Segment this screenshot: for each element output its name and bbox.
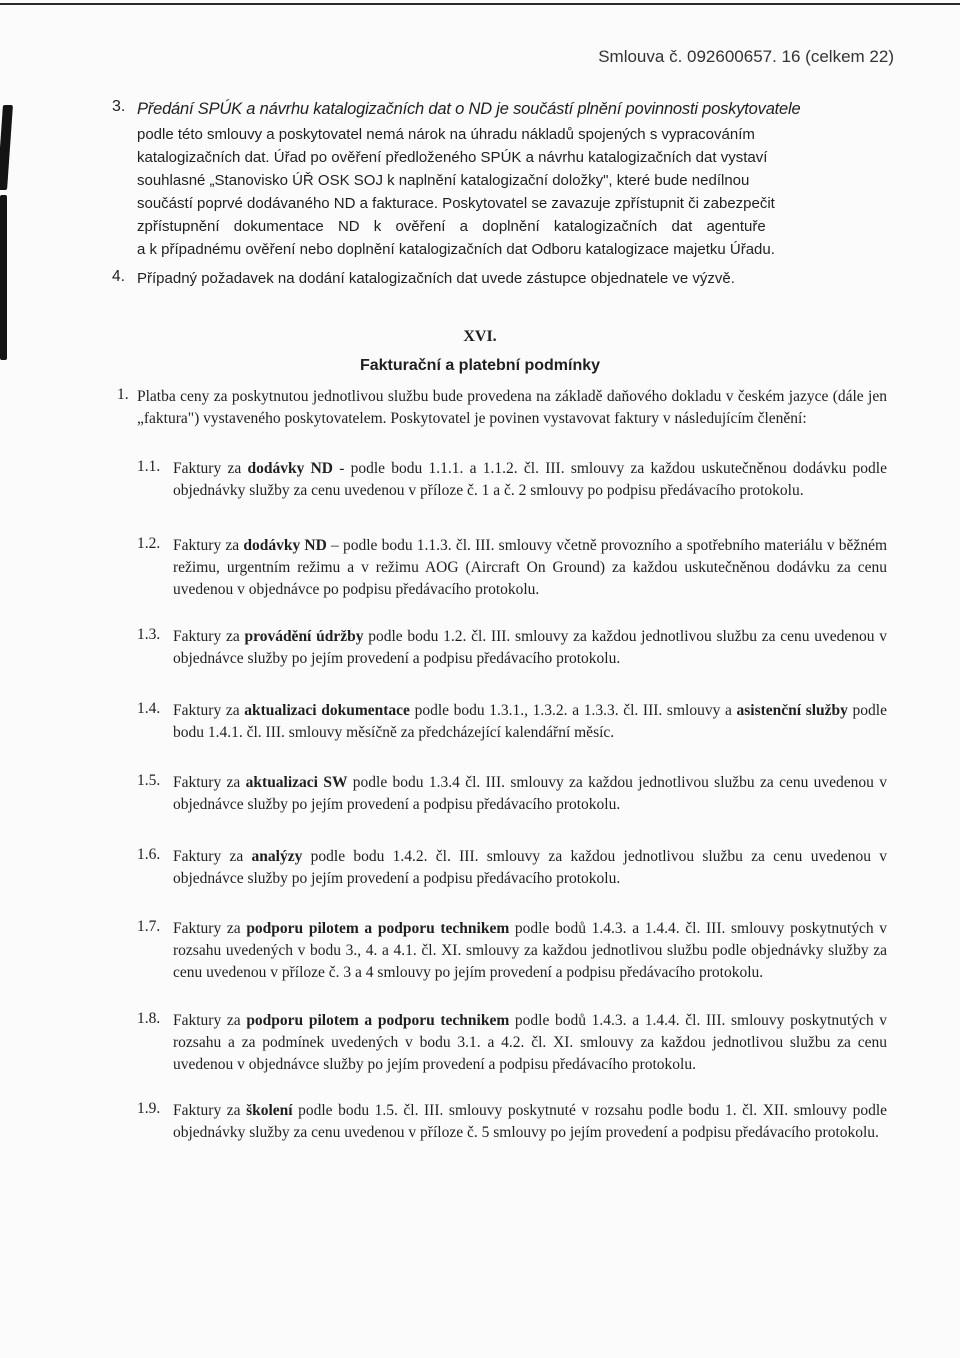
- subitem-paragraph: [173, 700, 887, 744]
- bold-term: aktualizaci dokumentace: [244, 702, 410, 719]
- paragraph-line: Předání SPÚK a návrhu katalogizačních dat o ND je součástí plnění povinnosti poskytovatele: [137, 100, 801, 118]
- text-run: Faktury za: [173, 1012, 247, 1029]
- subitem-paragraph: [173, 772, 887, 816]
- text-run: Faktury za: [173, 1102, 247, 1119]
- paragraph-line: souhlasné „Stanovisko ÚŘ OSK SOJ k naplnění katalogizační doložky", které bude nedílnou: [137, 172, 750, 189]
- bold-term: školení: [246, 1102, 293, 1119]
- subitem-number: 1.7.: [137, 918, 161, 935]
- paragraph-line: katalogizačních dat. Úřad po ověření předloženého SPÚK a návrhu katalogizačních dat vystaví: [137, 149, 768, 166]
- paragraph-line: zpřístupnění dokumentace ND k ověření a doplnění katalogizačních dat agentuře: [137, 218, 766, 235]
- item-number: 3.: [112, 98, 126, 115]
- bold-term: aktualizaci SW: [245, 774, 348, 791]
- paragraph: Případný požadavek na dodání katalogizačních dat uvede zástupce objednatele ve výzvě.: [137, 270, 735, 287]
- paragraph-line: a k případnému ověření nebo doplnění katalogizačních dat Odboru katalogizace majetku Úřadu.: [137, 241, 775, 258]
- text-run: podle bodu 1.4.1. čl. III. smlouvy měsíčně za předcházející kalendářní měsíc.: [173, 702, 887, 741]
- text-run: podle bodu 1.5. čl. III. smlouvy poskytnuté v rozsahu podle bodu 1. čl. XII. smlouvy podle objednávky služby za cenu uvedenou v příloze č. 5 smlouvy po jejím provedení a podpisu předávacího protokolu.: [173, 1102, 887, 1141]
- subitem-number: 1.5.: [137, 772, 161, 789]
- subitem-paragraph: [173, 1010, 887, 1076]
- subitem-number: 1.2.: [137, 535, 161, 552]
- bold-term: podporu pilotem a podporu technikem: [246, 920, 510, 937]
- bold-term: dodávky ND: [243, 537, 327, 554]
- text-run: Faktury za: [173, 628, 245, 645]
- subitem-paragraph: [173, 846, 887, 890]
- text-run: Faktury za: [173, 774, 246, 791]
- subitem-number: 1.4.: [137, 700, 161, 717]
- subitem-paragraph: [173, 1100, 887, 1144]
- text-run: podle bodu 1.2. čl. III. smlouvy za každou jednotlivou službu za cenu uvedenou v objednávce služby po jejím provedení a podpisu předávacího protokolu.: [173, 628, 887, 667]
- text-run: – podle bodu 1.1.3. čl. III. smlouvy včetně provozního a spotřebního materiálu v běžném režimu, urgentním režimu a v režimu AOG (Aircraft On Ground) za každou uskutečněnou dodávku za cenu uvedenou v objednávce po podpisu předávacího protokolu.: [173, 537, 887, 598]
- subitem-paragraph: [173, 535, 887, 601]
- scan-top-edge: [0, 3, 960, 5]
- subitem-number: 1.9.: [137, 1100, 161, 1117]
- subitem-paragraph: [173, 918, 887, 984]
- subitem-paragraph: [173, 626, 887, 670]
- subitem-number: 1.8.: [137, 1010, 161, 1027]
- subitem-number: 1.6.: [137, 846, 161, 863]
- text-run: podle bodů 1.4.3. a 1.4.4. čl. III. smlouvy poskytnutých v rozsahu uvedených v bodu 3., 4. a 4.1. čl. XI. smlouvy za každou jednotlivou službu podle objednávky služby za cenu uvedenou v příloze č. 3 a 4 smlouvy po jejím provedení a podpisu předávacího protokolu.: [173, 920, 888, 981]
- paragraph-line: podle této smlouvy a poskytovatel nemá nárok na úhradu nákladů spojených s vypracováním: [137, 126, 755, 143]
- text-run: Faktury za: [173, 702, 245, 719]
- text-run: podle bodu 1.3.4 čl. III. smlouvy za každou jednotlivou službu za cenu uvedenou v objednávce služby po jejím provedení a podpisu předávacího protokolu.: [173, 774, 888, 813]
- text-run: Faktury za: [173, 460, 248, 477]
- bold-term: provádění údržby: [244, 628, 364, 645]
- section-number: XVI.: [463, 328, 497, 345]
- page-header: Smlouva č. 092600657. 16 (celkem 22): [598, 47, 894, 66]
- text-run: - podle bodu 1.1.1. a 1.1.2. čl. III. smlouvy za každou uskutečněnou dodávku podle objednávky služby za cenu uvedenou v příloze č. 1 a č. 2 smlouvy po podpisu předávacího protokolu.: [173, 460, 887, 499]
- text-run: podle bodu 1.3.1., 1.3.2. a 1.3.3. čl. III. smlouvy a: [409, 702, 737, 719]
- bold-term: dodávky ND: [247, 460, 333, 477]
- bold-term: podporu pilotem a podporu technikem: [246, 1012, 510, 1029]
- text-run: podle bodů 1.4.3. a 1.4.4. čl. III. smlouvy poskytnutých v rozsahu a za podmínek uvedených v bodu 3.1. a 4.2. čl. XI. smlouvy za každou jednotlivou službu za cenu uvedenou v objednávce služby po jejím provedení a podpisu předávacího protokolu.: [173, 1012, 888, 1073]
- text-run: Faktury za: [173, 848, 252, 865]
- bold-term: asistenční služby: [736, 702, 848, 719]
- text-run: Faktury za: [173, 920, 247, 937]
- bold-term: analýzy: [251, 848, 303, 865]
- paragraph-line: součástí poprvé dodávaného ND a fakturace. Poskytovatel se zavazuje zpřístupnit či zabezpečit: [137, 195, 775, 212]
- text-run: Faktury za: [173, 537, 244, 554]
- subitem-number: 1.3.: [137, 626, 161, 643]
- subitem-paragraph: [173, 458, 887, 502]
- subitem-number: 1.1.: [137, 458, 161, 475]
- item-number: 4.: [112, 268, 125, 285]
- section-title: Fakturační a platební podmínky: [359, 357, 601, 374]
- paragraph: Platba ceny za poskytnutou jednotlivou službu bude provedena na základě daňového dokladu v českém jazyce (dále jen „faktura") vystaveného poskytovatelem. Poskytovatel je povinen vystavovat faktury v následujícím členění:: [137, 388, 887, 427]
- text-run: podle bodu 1.4.2. čl. III. smlouvy za každou jednotlivou službu za cenu uvedenou v objednávce služby po jejím provedení a podpisu předávacího protokolu.: [173, 848, 888, 887]
- scan-binding-mark: [0, 105, 13, 190]
- item-number: 1.: [117, 386, 129, 403]
